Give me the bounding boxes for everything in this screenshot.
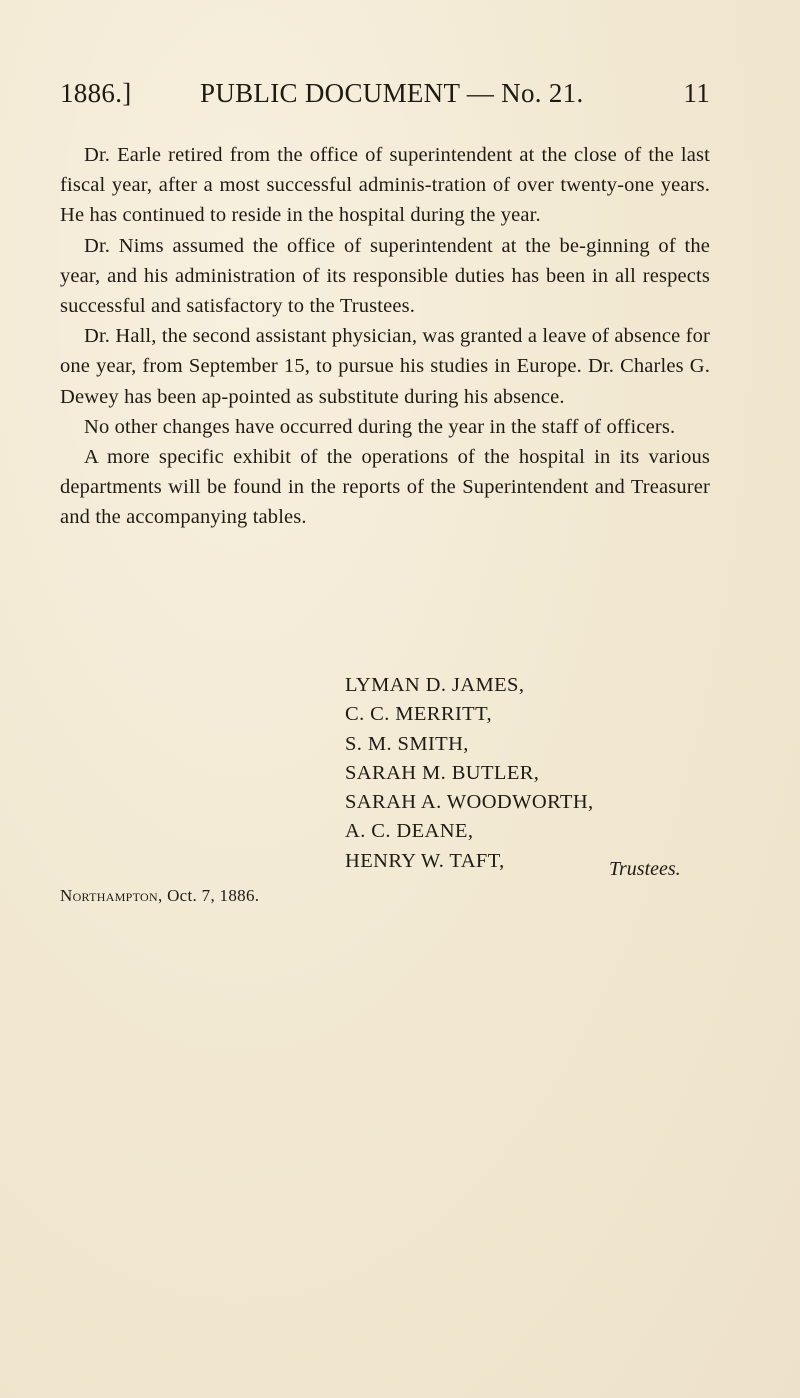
trustees-label: Trustees. xyxy=(609,858,681,880)
signature-block xyxy=(345,671,715,876)
date: Oct. 7, 1886. xyxy=(167,886,260,905)
paragraph-exhibit: A more specific exhibit of the operations of the hospital in its various departments will be found in the reports of the Superintendent and Treasurer and the accompanying tables. xyxy=(60,446,710,529)
signatory: LYMAN D. JAMES, xyxy=(345,674,525,696)
place: Northampton, xyxy=(60,886,163,905)
signatory: HENRY W. TAFT, xyxy=(345,849,505,872)
paragraph-earle: Dr. Earle retired from the office of superintendent at the close of the last fiscal year, after a most successful adminis-tration of over twenty-one years. He has continued to reside in the hospital during the year. xyxy=(60,144,710,227)
signatory: SARAH M. BUTLER, xyxy=(345,761,540,784)
paragraph-hall: Dr. Hall, the second assistant physician, was granted a leave of absence for one year, from September 15, to pursue his studies in Europe. Dr. Charles G. Dewey has been ap-pointed as substitute during his absence. xyxy=(60,325,710,408)
header-title: PUBLIC DOCUMENT — No. 21. xyxy=(200,78,584,108)
signatory: S. M. SMITH, xyxy=(345,732,469,755)
signatory: SARAH A. WOODWORTH, xyxy=(345,791,594,814)
running-head xyxy=(60,78,710,118)
body-text xyxy=(60,140,710,533)
page-number: 11 xyxy=(683,78,710,108)
place-date xyxy=(60,886,259,906)
signatory: C. C. MERRITT, xyxy=(345,703,493,726)
signatory: A. C. DEANE, xyxy=(345,820,474,843)
paragraph-staff: No other changes have occurred during the year in the staff of officers. xyxy=(84,415,676,438)
header-year: 1886.] xyxy=(60,78,132,108)
paragraph-nims: Dr. Nims assumed the office of superintendent at the be-ginning of the year, and his administration of its responsible duties has been in all respects successful and satisfactory to the Trustees. xyxy=(60,234,710,318)
